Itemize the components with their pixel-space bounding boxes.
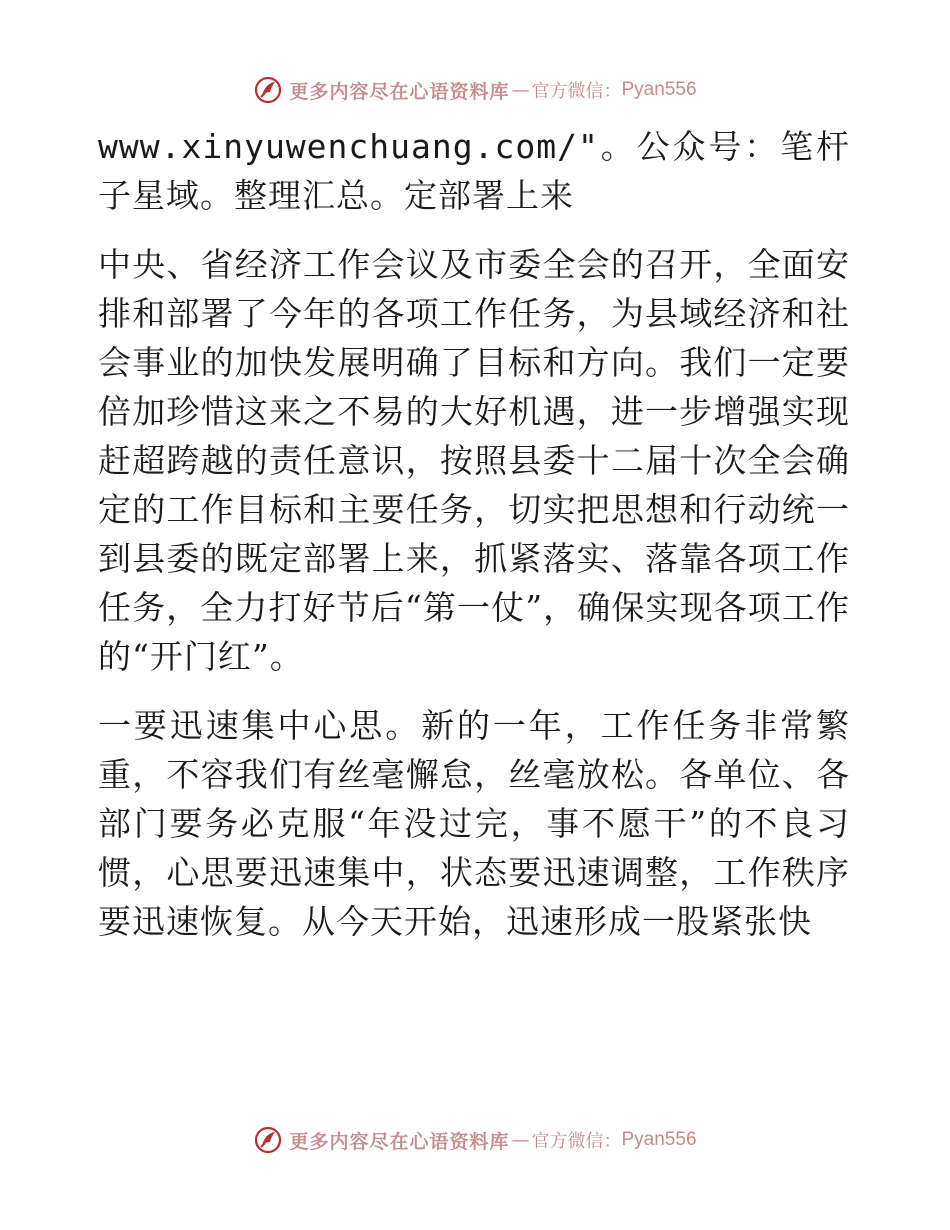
- brand-logo-icon: [253, 1125, 283, 1155]
- banner-wechat-label: 官方微信：: [531, 81, 622, 102]
- header-banner: [0, 70, 950, 110]
- brand-logo-icon: [253, 75, 283, 105]
- footer-banner: [0, 1120, 950, 1160]
- banner-dash: —: [511, 1129, 530, 1151]
- paragraph-source-line: [98, 122, 850, 220]
- banner-wechat-id: Pyan556: [621, 79, 697, 100]
- banner-main-text: 更多内容尽在心语资料库: [289, 80, 510, 103]
- banner-wechat-label: 官方微信：: [531, 1131, 622, 1152]
- banner-wechat-id: Pyan556: [621, 1129, 697, 1150]
- paragraph-point-one: 一要迅速集中心思。新的一年，工作任务非常繁重，不容我们有丝毫懈怠，丝毫放松。各单位、各部门要务必克服“年没过完，事不愿干”的不良习惯，心思要迅速集中，状态要迅速调整，工作秩序要迅速恢复。从今天开始，迅速形成一股紧张快: [98, 706, 850, 941]
- paragraph-intro: 中央、省经济工作会议及市委全会的召开，全面安排和部署了今年的各项工作任务，为县域经济和社会事业的加快发展明确了目标和方向。我们一定要倍加珍惜这来之不易的大好机遇，进一步增强实现赶超跨越的责任意识，按照县委十二届十次全会确定的工作目标和主要任务，切实把思想和行动统一到县委的既定部署上来，抓紧落实、落靠各项工作任务，全力打好节后“第一仗”，确保实现各项工作的“开门红”。: [98, 245, 850, 676]
- document-body: [98, 122, 850, 946]
- source-note: 。公众号：笔杆子星域。整理汇总。定部署上来: [98, 127, 850, 215]
- banner-dash: —: [511, 79, 530, 101]
- banner-main-text: 更多内容尽在心语资料库: [289, 1130, 510, 1153]
- source-url: www.xinyuwenchuang.com/": [98, 127, 599, 166]
